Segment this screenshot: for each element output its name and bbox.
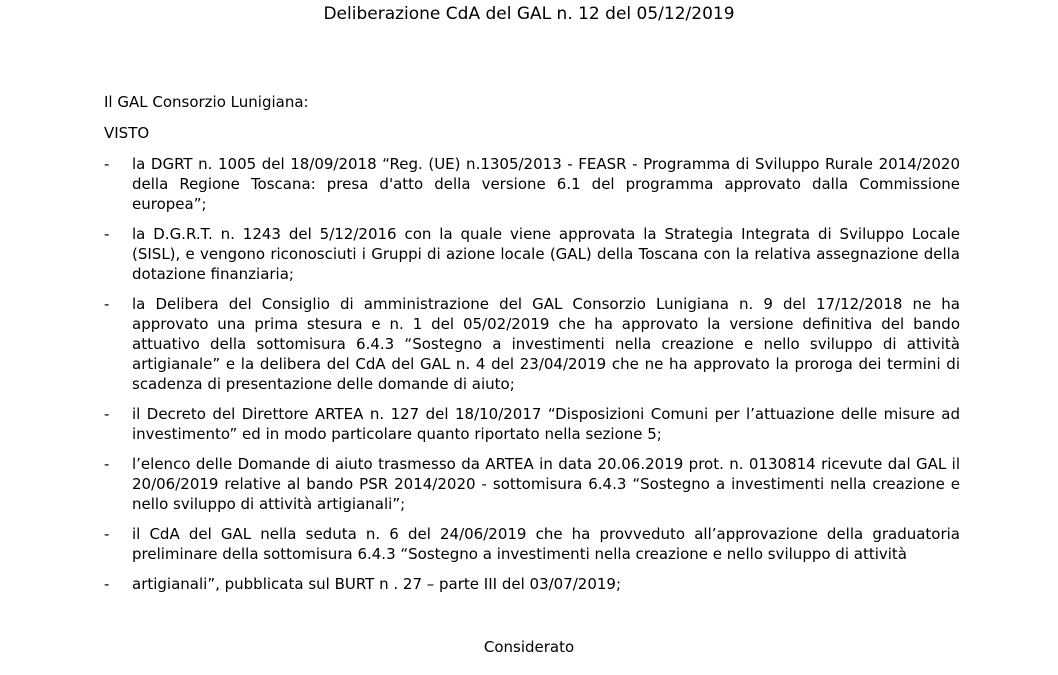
bullet-dash: - — [104, 225, 110, 243]
bullet-dash: - — [104, 155, 110, 173]
list-item-text: la Delibera del Consiglio di amministrazione del GAL Consorzio Lunigiana n. 9 del 17/12/2018 ne ha approvato una prima stesura e n. 1 del 05/02/2019 che ha approvato la versione definitiva del bando attuativo della sottomisura 6.4.3 “Sostegno a investimenti nella creazione e nello sviluppo di attività artigianale” e la delibera del CdA del GAL n. 4 del 23/04/2019 che ne ha approvato la proroga dei termini di scadenza di presentazione delle domande di aiuto; — [132, 295, 960, 393]
list-item — [104, 454, 960, 514]
bullet-dash: - — [104, 295, 110, 313]
list-item-text: la D.G.R.T. n. 1243 del 5/12/2016 con la quale viene approvata la Strategia Integrata di Sviluppo Locale (SISL), e vengono riconosciuti i Gruppi di azione locale (GAL) della Toscana con la relativa assegnazione della dotazione finanziaria; — [132, 225, 960, 283]
visto-list — [104, 154, 960, 604]
document-title: Deliberazione CdA del GAL n. 12 del 05/12/2019 — [323, 4, 735, 24]
list-item-text: la DGRT n. 1005 del 18/09/2018 “Reg. (UE) n.1305/2013 - FEASR - Programma di Sviluppo Rurale 2014/2020 della Regione Toscana: presa d'atto della versione 6.1 del programma approvato dalla Commissione europea”; — [132, 155, 960, 213]
list-item — [104, 574, 960, 594]
list-item — [104, 154, 960, 214]
list-item-text: artigianali”, pubblicata sul BURT n . 27 – parte III del 03/07/2019; — [132, 575, 622, 593]
bullet-dash: - — [104, 455, 110, 473]
considerato-heading: Considerato — [483, 638, 575, 656]
list-item — [104, 224, 960, 284]
list-item — [104, 404, 960, 444]
list-item — [104, 294, 960, 394]
bullet-dash: - — [104, 575, 110, 593]
list-item-text: il Decreto del Direttore ARTEA n. 127 del 18/10/2017 “Disposizioni Comuni per l’attuazione delle misure ad investimento” ed in modo particolare quanto riportato nella sezione 5; — [132, 405, 960, 443]
intro-text: Il GAL Consorzio Lunigiana: — [104, 93, 309, 111]
bullet-dash: - — [104, 525, 110, 543]
list-item-text: il CdA del GAL nella seduta n. 6 del 24/06/2019 che ha provveduto all’approvazione della graduatoria preliminare della sottomisura 6.4.3 “Sostegno a investimenti nella creazione e nello sviluppo di attività — [132, 525, 960, 563]
list-item — [104, 524, 960, 564]
visto-heading: VISTO — [104, 124, 150, 142]
list-item-text: l’elenco delle Domande di aiuto trasmesso da ARTEA in data 20.06.2019 prot. n. 0130814 ricevute dal GAL il 20/06/2019 relative al bando PSR 2014/2020 - sottomisura 6.4.3 “Sostegno a investimenti nella creazione e nello sviluppo di attività artigianali”; — [132, 455, 960, 513]
bullet-dash: - — [104, 405, 110, 423]
